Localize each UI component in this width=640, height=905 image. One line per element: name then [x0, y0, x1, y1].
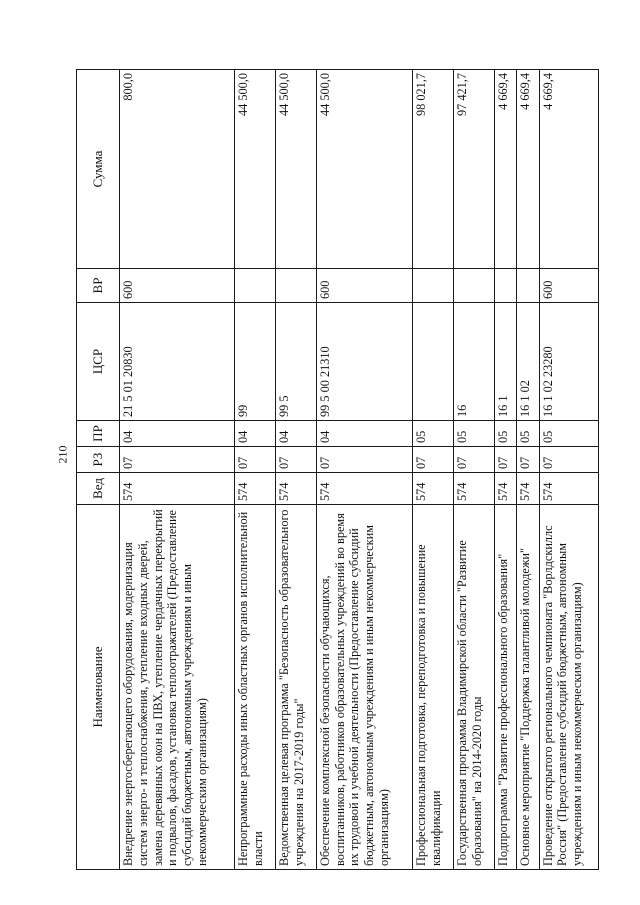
cell-vr: 600 — [120, 269, 235, 303]
cell-sum: 98 021,7 — [413, 70, 454, 269]
cell-csr: 16 1 02 — [517, 303, 539, 421]
cell-vr — [413, 269, 454, 303]
cell-pr: 05 — [517, 421, 539, 447]
rotated-table-area — [76, 70, 599, 870]
cell-csr: 99 5 — [275, 303, 316, 421]
header-name: Наименование — [77, 505, 120, 870]
cell-ved: 574 — [454, 473, 495, 505]
cell-csr: 99 — [235, 303, 276, 421]
table-row — [316, 70, 412, 870]
cell-sum: 800,0 — [120, 70, 235, 269]
cell-ved: 574 — [120, 473, 235, 505]
cell-ved: 574 — [235, 473, 276, 505]
cell-vr — [454, 269, 495, 303]
cell-rz: 07 — [413, 447, 454, 473]
cell-ved: 574 — [275, 473, 316, 505]
cell-ved: 574 — [494, 473, 516, 505]
header-sum: Сумма — [77, 70, 120, 269]
cell-rz: 07 — [454, 447, 495, 473]
cell-pr: 05 — [454, 421, 495, 447]
cell-sum: 97 421,7 — [454, 70, 495, 269]
cell-rz: 07 — [517, 447, 539, 473]
cell-vr — [235, 269, 276, 303]
header-rz: РЗ — [77, 447, 120, 473]
cell-rz: 07 — [316, 447, 412, 473]
cell-name: Основное мероприятие "Поддержка талантливой молодежи" — [517, 505, 539, 870]
cell-pr: 04 — [120, 421, 235, 447]
table-row — [539, 70, 598, 870]
cell-vr — [517, 269, 539, 303]
header-csr: ЦСР — [77, 303, 120, 421]
cell-rz: 07 — [275, 447, 316, 473]
cell-rz: 07 — [235, 447, 276, 473]
cell-rz: 07 — [539, 447, 598, 473]
header-pr: ПР — [77, 421, 120, 447]
cell-sum: 4 669,4 — [517, 70, 539, 269]
cell-csr: 16 1 — [494, 303, 516, 421]
cell-csr: 99 5 00 21310 — [316, 303, 412, 421]
cell-ved: 574 — [316, 473, 412, 505]
table-row — [517, 70, 539, 870]
header-ved: Вед — [77, 473, 120, 505]
cell-pr: 05 — [539, 421, 598, 447]
cell-ved: 574 — [413, 473, 454, 505]
cell-name: Внедрение энергосберегающего оборудования, модернизация систем энерго- и теплоснабжения, утепление входных дверей, замена деревянных окон на ПВХ, утепление чердачных перекрытий и подвалов, фасадов, установка теплоотражателей (Предоставление субсидий бюджетным, автономным учреждениям и иным некоммерческим организациям) — [120, 505, 235, 870]
cell-csr: 16 — [454, 303, 495, 421]
cell-csr: 16 1 02 23280 — [539, 303, 598, 421]
cell-ved: 574 — [539, 473, 598, 505]
cell-rz: 07 — [494, 447, 516, 473]
cell-vr: 600 — [316, 269, 412, 303]
cell-name: Непрограммные расходы иных областных органов исполнительной власти — [235, 505, 276, 870]
cell-name: Подпрограмма "Развитие профессионального образования" — [494, 505, 516, 870]
cell-name: Ведомственная целевая программа "Безопасность образовательного учреждения на 2017-2019 годы" — [275, 505, 316, 870]
cell-vr — [494, 269, 516, 303]
cell-sum: 4 669,4 — [539, 70, 598, 269]
cell-rz: 07 — [120, 447, 235, 473]
table-row — [235, 70, 276, 870]
cell-pr: 05 — [413, 421, 454, 447]
cell-vr: 600 — [539, 269, 598, 303]
budget-table — [76, 69, 599, 870]
cell-sum: 44 500,0 — [235, 70, 276, 269]
cell-name: Государственная программа Владимирской области "Развитие образования" на 2014-2020 годы — [454, 505, 495, 870]
page-number: 210 — [55, 445, 70, 464]
table-row — [454, 70, 495, 870]
header-vr: ВР — [77, 269, 120, 303]
cell-csr: 21 5 01 20830 — [120, 303, 235, 421]
cell-name: Проведение открытого регионального чемпионата "Ворлдскиллс Россия" (Предоставление субсидий бюджетным, автономным учреждениям и иным некоммерческим организациям) — [539, 505, 598, 870]
table-header-row — [77, 70, 120, 870]
cell-sum: 44 500,0 — [316, 70, 412, 269]
table-row — [275, 70, 316, 870]
table-row — [494, 70, 516, 870]
cell-vr — [275, 269, 316, 303]
cell-name: Обеспечение комплексной безопасности обучающихся, воспитанников, работников образовательных учреждений во время их трудовой и учебной деятельности (Предоставление субсидий бюджетным, автономным учреждениям и иным некоммерческим организациям) — [316, 505, 412, 870]
cell-pr: 04 — [275, 421, 316, 447]
cell-ved: 574 — [517, 473, 539, 505]
cell-pr: 05 — [494, 421, 516, 447]
table-row — [120, 70, 235, 870]
cell-sum: 44 500,0 — [275, 70, 316, 269]
cell-pr: 04 — [235, 421, 276, 447]
cell-pr: 04 — [316, 421, 412, 447]
table-row — [413, 70, 454, 870]
cell-name: Профессиональная подготовка, переподготовка и повышение квалификации — [413, 505, 454, 870]
cell-sum: 4 669,4 — [494, 70, 516, 269]
cell-csr — [413, 303, 454, 421]
table-wrapper — [76, 70, 599, 870]
